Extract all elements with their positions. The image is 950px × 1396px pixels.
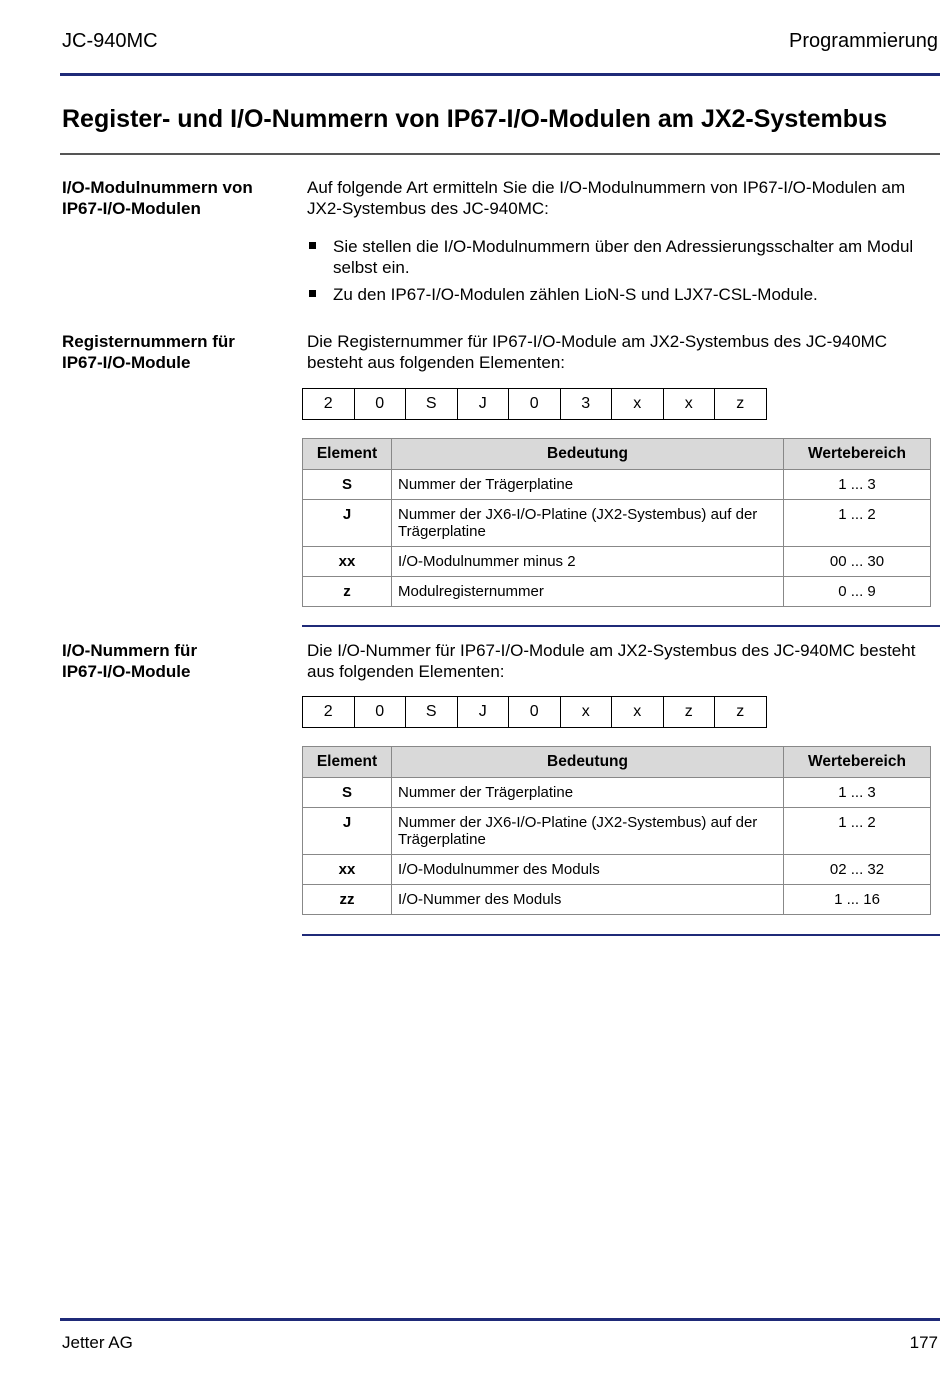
- table-row: [303, 500, 931, 547]
- column-header: Wertebereich: [784, 439, 931, 470]
- range-cell: 1 ... 3: [784, 470, 931, 500]
- io-number-format: [302, 696, 767, 728]
- section2-intro: Die Registernummer für IP67-I/O-Module am JX2-Systembus des JC-940MC besteht aus folgenden Elementen:: [307, 332, 888, 372]
- header-chapter: Programmierung: [789, 30, 938, 52]
- element-cell: xx: [303, 855, 392, 885]
- page-number: 177: [909, 1333, 938, 1352]
- digit-cell: z: [715, 389, 767, 420]
- digit-cell: x: [663, 389, 715, 420]
- bullet-square-icon: [309, 242, 316, 249]
- range-cell: 1 ... 2: [784, 500, 931, 547]
- page-title: Register- und I/O-Nummern von IP67-I/O-Modulen am JX2-Systembus: [62, 105, 888, 133]
- header-product: JC-940MC: [62, 30, 158, 52]
- range-cell: 02 ... 32: [784, 855, 931, 885]
- section3-intro: Die I/O-Nummer für IP67-I/O-Module am JX2-Systembus des JC-940MC besteht aus folgenden Elementen:: [307, 641, 916, 681]
- meaning-cell: Nummer der Trägerplatine: [392, 778, 784, 808]
- element-cell: S: [303, 778, 392, 808]
- range-cell: 1 ... 16: [784, 885, 931, 915]
- digit-cell: J: [457, 697, 509, 728]
- range-cell: 1 ... 2: [784, 808, 931, 855]
- digit-cell: 0: [354, 697, 406, 728]
- range-cell: 0 ... 9: [784, 577, 931, 607]
- meaning-cell: Nummer der JX6-I/O-Platine (JX2-Systembus) auf der Trägerplatine: [392, 500, 784, 547]
- meaning-cell: I/O-Modulnummer minus 2: [392, 547, 784, 577]
- table-row: [303, 577, 931, 607]
- register-number-format: [302, 388, 767, 420]
- table-header-row: [303, 439, 931, 470]
- footer-company: Jetter AG: [62, 1333, 133, 1352]
- meaning-cell: Nummer der Trägerplatine: [392, 470, 784, 500]
- section2-heading: [62, 331, 292, 373]
- header-rule: [60, 73, 940, 76]
- section2-heading-line2: IP67-I/O-Module: [62, 353, 191, 372]
- section2-rule: [302, 625, 940, 627]
- digit-cell: S: [406, 389, 458, 420]
- bullet-text: Sie stellen die I/O-Modulnummern über den Adressierungsschalter am Modul selbst ein.: [333, 237, 914, 277]
- digit-cell: 2: [303, 389, 355, 420]
- digit-cell: J: [457, 389, 509, 420]
- column-header: Element: [303, 439, 392, 470]
- digit-cell: x: [612, 697, 664, 728]
- section3-heading-line1: I/O-Nummern für: [62, 641, 198, 660]
- bullet-square-icon: [309, 290, 316, 297]
- section3-rule: [302, 934, 940, 936]
- digit-cell: S: [406, 697, 458, 728]
- table-row: [303, 885, 931, 915]
- list-item: [307, 236, 927, 278]
- meaning-cell: I/O-Modulnummer des Moduls: [392, 855, 784, 885]
- table-row: [303, 855, 931, 885]
- section2-heading-line1: Registernummern für: [62, 332, 235, 351]
- column-header: Bedeutung: [392, 747, 784, 778]
- table-row: [303, 547, 931, 577]
- range-cell: 1 ... 3: [784, 778, 931, 808]
- digit-cell: x: [560, 697, 612, 728]
- register-elements-table: [302, 438, 931, 607]
- digit-cell: 0: [509, 697, 561, 728]
- element-cell: xx: [303, 547, 392, 577]
- digit-cell: x: [612, 389, 664, 420]
- section1-intro: Auf folgende Art ermitteln Sie die I/O-Modulnummern von IP67-I/O-Modulen am JX2-Systembus des JC-940MC:: [307, 178, 906, 218]
- list-item: [307, 284, 927, 305]
- section1-heading: [62, 177, 292, 219]
- section3-heading-line2: IP67-I/O-Module: [62, 662, 191, 681]
- table-header-row: [303, 747, 931, 778]
- bullet-text: Zu den IP67-I/O-Modulen zählen LioN-S und LJX7-CSL-Module.: [333, 285, 818, 304]
- element-cell: J: [303, 500, 392, 547]
- section3-heading: [62, 640, 292, 682]
- column-header: Bedeutung: [392, 439, 784, 470]
- digit-cell: z: [715, 697, 767, 728]
- digit-cell: 0: [354, 389, 406, 420]
- meaning-cell: Nummer der JX6-I/O-Platine (JX2-Systembus) auf der Trägerplatine: [392, 808, 784, 855]
- section1-heading-line1: I/O-Modulnummern von: [62, 178, 253, 197]
- digit-cell: 2: [303, 697, 355, 728]
- column-header: Element: [303, 747, 392, 778]
- io-elements-table: [302, 746, 931, 915]
- meaning-cell: I/O-Nummer des Moduls: [392, 885, 784, 915]
- digit-cell: 3: [560, 389, 612, 420]
- meaning-cell: Modulregisternummer: [392, 577, 784, 607]
- table-row: [303, 808, 931, 855]
- table-row: [303, 778, 931, 808]
- element-cell: z: [303, 577, 392, 607]
- digit-cell: z: [663, 697, 715, 728]
- title-rule: [60, 153, 940, 155]
- table-row: [303, 470, 931, 500]
- range-cell: 00 ... 30: [784, 547, 931, 577]
- column-header: Wertebereich: [784, 747, 931, 778]
- element-cell: S: [303, 470, 392, 500]
- element-cell: zz: [303, 885, 392, 915]
- digit-cell: 0: [509, 389, 561, 420]
- footer-rule: [60, 1318, 940, 1321]
- section1-heading-line2: IP67-I/O-Modulen: [62, 199, 201, 218]
- element-cell: J: [303, 808, 392, 855]
- section1-bullet-list: [307, 236, 927, 311]
